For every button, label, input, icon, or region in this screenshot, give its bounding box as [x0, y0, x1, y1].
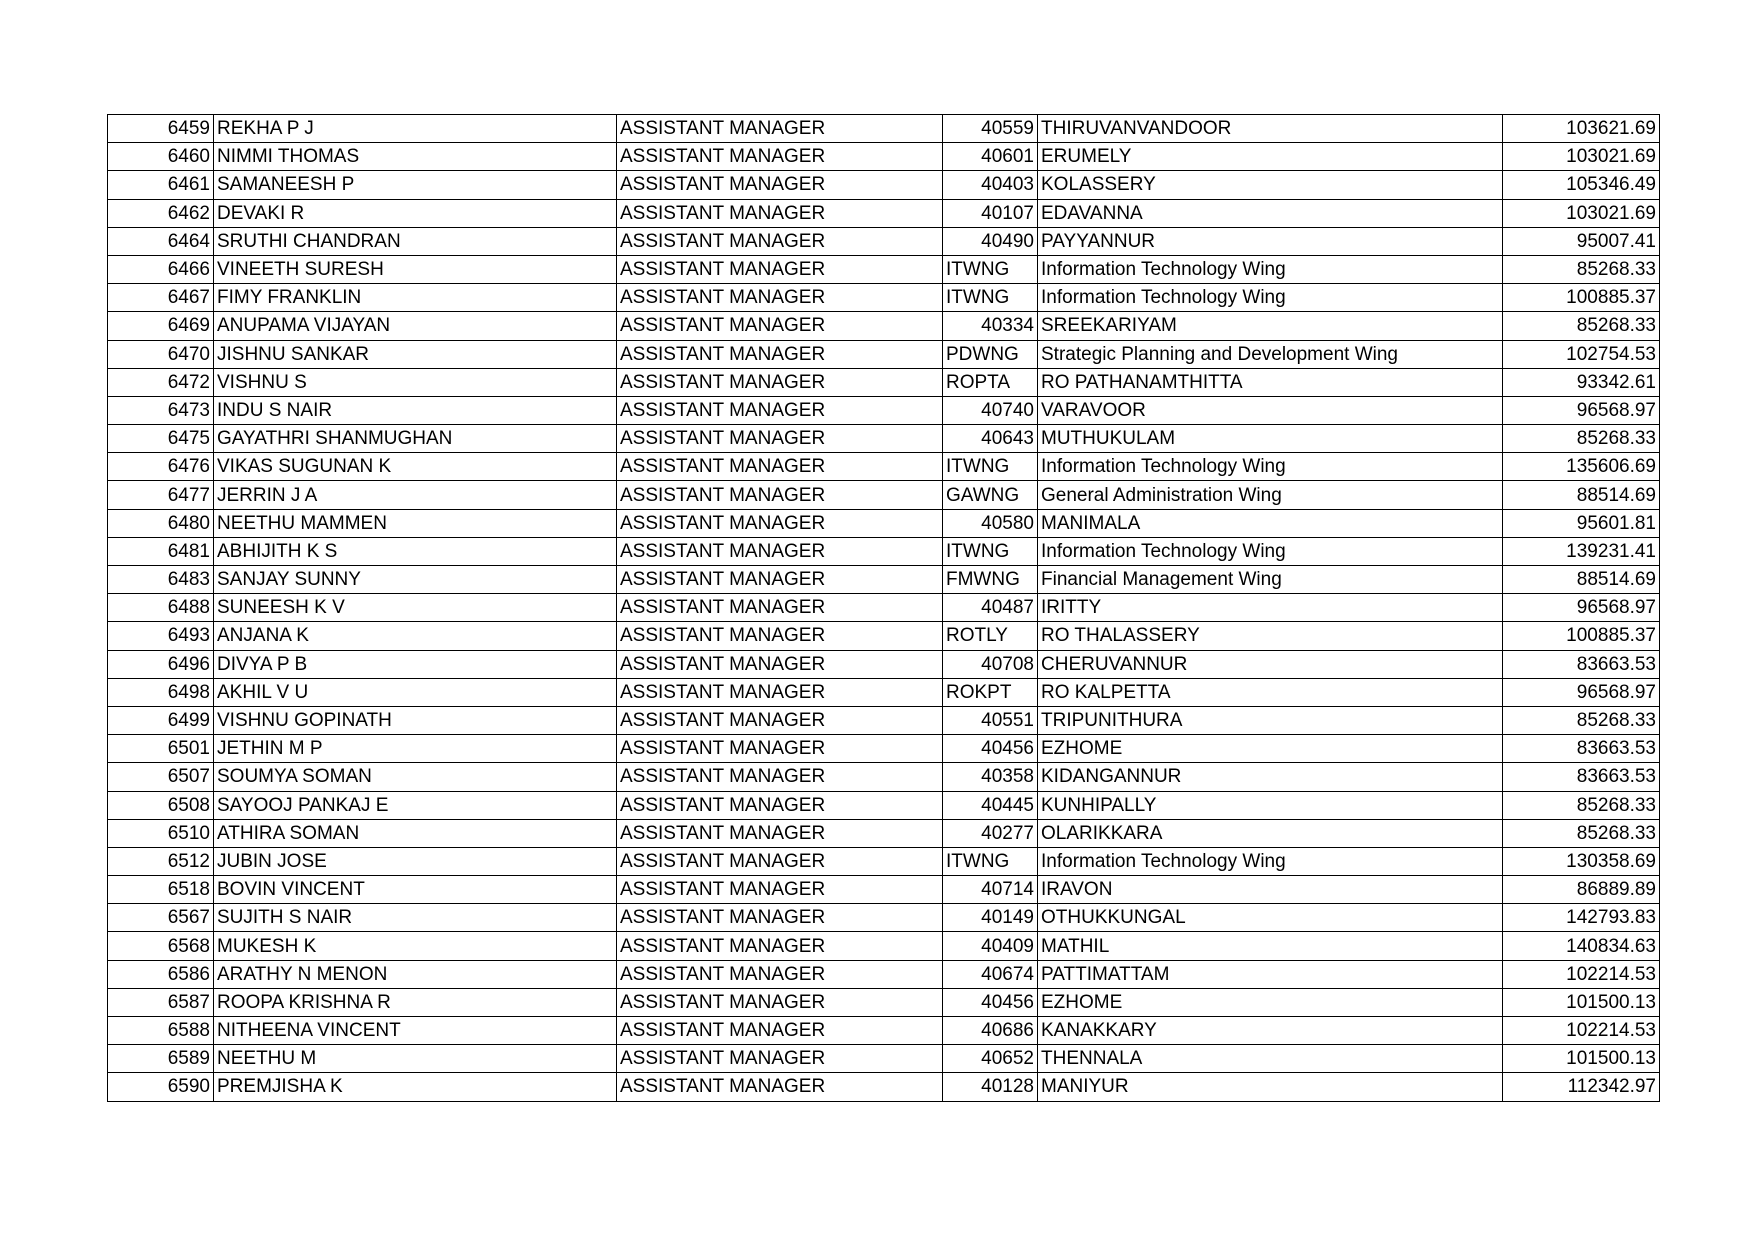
table-row — [108, 199, 1660, 227]
designation-cell: ASSISTANT MANAGER — [617, 1073, 943, 1101]
office-code-cell: 40652 — [943, 1045, 1038, 1073]
employee-name-cell: ROOPA KRISHNA R — [214, 988, 617, 1016]
employee-id-cell: 6480 — [108, 509, 214, 537]
employee-id-cell: 6518 — [108, 876, 214, 904]
employee-name-cell: DIVYA P B — [214, 650, 617, 678]
employee-name-cell: VINEETH SURESH — [214, 255, 617, 283]
amount-cell: 96568.97 — [1503, 396, 1660, 424]
employee-name-cell: NIMMI THOMAS — [214, 143, 617, 171]
table-row — [108, 791, 1660, 819]
office-code-cell: ROPTA — [943, 368, 1038, 396]
office-code-cell: 40490 — [943, 227, 1038, 255]
employee-id-cell: 6464 — [108, 227, 214, 255]
employee-name-cell: ARATHY N MENON — [214, 960, 617, 988]
employee-id-cell: 6587 — [108, 988, 214, 1016]
office-name-cell: PAYYANNUR — [1038, 227, 1503, 255]
office-name-cell: Information Technology Wing — [1038, 537, 1503, 565]
employee-id-cell: 6510 — [108, 819, 214, 847]
employee-id-cell: 6568 — [108, 932, 214, 960]
office-code-cell: FMWNG — [943, 566, 1038, 594]
table-row — [108, 425, 1660, 453]
table-row — [108, 763, 1660, 791]
table-row — [108, 115, 1660, 143]
employee-id-cell: 6483 — [108, 566, 214, 594]
amount-cell: 85268.33 — [1503, 255, 1660, 283]
amount-cell: 100885.37 — [1503, 284, 1660, 312]
employee-name-cell: ABHIJITH K S — [214, 537, 617, 565]
employee-id-cell: 6467 — [108, 284, 214, 312]
employee-name-cell: ANUPAMA VIJAYAN — [214, 312, 617, 340]
table-row — [108, 819, 1660, 847]
amount-cell: 93342.61 — [1503, 368, 1660, 396]
amount-cell: 103621.69 — [1503, 115, 1660, 143]
employee-id-cell: 6472 — [108, 368, 214, 396]
table-row — [108, 396, 1660, 424]
table-row — [108, 481, 1660, 509]
office-code-cell: GAWNG — [943, 481, 1038, 509]
designation-cell: ASSISTANT MANAGER — [617, 706, 943, 734]
employee-name-cell: JISHNU SANKAR — [214, 340, 617, 368]
designation-cell: ASSISTANT MANAGER — [617, 594, 943, 622]
office-code-cell: ROKPT — [943, 678, 1038, 706]
table-row — [108, 932, 1660, 960]
amount-cell: 102214.53 — [1503, 1017, 1660, 1045]
employee-name-cell: SUNEESH K V — [214, 594, 617, 622]
office-name-cell: EDAVANNA — [1038, 199, 1503, 227]
office-code-cell: 40445 — [943, 791, 1038, 819]
designation-cell: ASSISTANT MANAGER — [617, 847, 943, 875]
table-row — [108, 1073, 1660, 1101]
table-row — [108, 678, 1660, 706]
office-name-cell: EZHOME — [1038, 735, 1503, 763]
office-code-cell: 40601 — [943, 143, 1038, 171]
employee-id-cell: 6476 — [108, 453, 214, 481]
employee-name-cell: AKHIL V U — [214, 678, 617, 706]
amount-cell: 96568.97 — [1503, 678, 1660, 706]
employee-id-cell: 6473 — [108, 396, 214, 424]
office-name-cell: Information Technology Wing — [1038, 284, 1503, 312]
table-row — [108, 340, 1660, 368]
employee-name-cell: JETHIN M P — [214, 735, 617, 763]
employee-name-cell: SAYOOJ PANKAJ E — [214, 791, 617, 819]
office-code-cell: 40708 — [943, 650, 1038, 678]
employee-name-cell: VIKAS SUGUNAN K — [214, 453, 617, 481]
employee-name-cell: MUKESH K — [214, 932, 617, 960]
table-row — [108, 509, 1660, 537]
amount-cell: 130358.69 — [1503, 847, 1660, 875]
designation-cell: ASSISTANT MANAGER — [617, 143, 943, 171]
amount-cell: 85268.33 — [1503, 706, 1660, 734]
amount-cell: 88514.69 — [1503, 566, 1660, 594]
designation-cell: ASSISTANT MANAGER — [617, 678, 943, 706]
amount-cell: 140834.63 — [1503, 932, 1660, 960]
amount-cell: 112342.97 — [1503, 1073, 1660, 1101]
office-code-cell: 40128 — [943, 1073, 1038, 1101]
designation-cell: ASSISTANT MANAGER — [617, 537, 943, 565]
amount-cell: 135606.69 — [1503, 453, 1660, 481]
office-name-cell: MUTHUKULAM — [1038, 425, 1503, 453]
office-name-cell: IRAVON — [1038, 876, 1503, 904]
office-name-cell: EZHOME — [1038, 988, 1503, 1016]
amount-cell: 102754.53 — [1503, 340, 1660, 368]
office-code-cell: ITWNG — [943, 255, 1038, 283]
employee-id-cell: 6507 — [108, 763, 214, 791]
designation-cell: ASSISTANT MANAGER — [617, 284, 943, 312]
designation-cell: ASSISTANT MANAGER — [617, 622, 943, 650]
office-code-cell: ITWNG — [943, 284, 1038, 312]
office-name-cell: KANAKKARY — [1038, 1017, 1503, 1045]
table-row — [108, 171, 1660, 199]
office-name-cell: KOLASSERY — [1038, 171, 1503, 199]
employee-name-cell: NEETHU MAMMEN — [214, 509, 617, 537]
employee-id-cell: 6498 — [108, 678, 214, 706]
designation-cell: ASSISTANT MANAGER — [617, 509, 943, 537]
amount-cell: 85268.33 — [1503, 819, 1660, 847]
employee-id-cell: 6588 — [108, 1017, 214, 1045]
employee-id-cell: 6501 — [108, 735, 214, 763]
employee-id-cell: 6460 — [108, 143, 214, 171]
office-code-cell: ITWNG — [943, 453, 1038, 481]
office-code-cell: 40674 — [943, 960, 1038, 988]
employee-name-cell: PREMJISHA K — [214, 1073, 617, 1101]
employee-id-cell: 6459 — [108, 115, 214, 143]
amount-cell: 83663.53 — [1503, 650, 1660, 678]
table-row — [108, 143, 1660, 171]
table-row — [108, 847, 1660, 875]
office-code-cell: ROTLY — [943, 622, 1038, 650]
employee-id-cell: 6470 — [108, 340, 214, 368]
office-code-cell: 40714 — [943, 876, 1038, 904]
office-code-cell: 40487 — [943, 594, 1038, 622]
designation-cell: ASSISTANT MANAGER — [617, 227, 943, 255]
amount-cell: 105346.49 — [1503, 171, 1660, 199]
employee-id-cell: 6477 — [108, 481, 214, 509]
office-name-cell: Financial Management Wing — [1038, 566, 1503, 594]
office-code-cell: 40409 — [943, 932, 1038, 960]
office-name-cell: Information Technology Wing — [1038, 255, 1503, 283]
office-name-cell: RO THALASSERY — [1038, 622, 1503, 650]
amount-cell: 102214.53 — [1503, 960, 1660, 988]
designation-cell: ASSISTANT MANAGER — [617, 368, 943, 396]
table-row — [108, 312, 1660, 340]
amount-cell: 85268.33 — [1503, 791, 1660, 819]
designation-cell: ASSISTANT MANAGER — [617, 819, 943, 847]
office-code-cell: ITWNG — [943, 847, 1038, 875]
table-row — [108, 368, 1660, 396]
table-row — [108, 227, 1660, 255]
table-row — [108, 650, 1660, 678]
office-name-cell: CHERUVANNUR — [1038, 650, 1503, 678]
employee-id-cell: 6493 — [108, 622, 214, 650]
office-name-cell: MATHIL — [1038, 932, 1503, 960]
table-row — [108, 594, 1660, 622]
designation-cell: ASSISTANT MANAGER — [617, 481, 943, 509]
designation-cell: ASSISTANT MANAGER — [617, 650, 943, 678]
table-row — [108, 566, 1660, 594]
employee-name-cell: BOVIN VINCENT — [214, 876, 617, 904]
office-code-cell: ITWNG — [943, 537, 1038, 565]
employee-id-cell: 6481 — [108, 537, 214, 565]
employee-name-cell: JERRIN J A — [214, 481, 617, 509]
office-name-cell: PATTIMATTAM — [1038, 960, 1503, 988]
amount-cell: 83663.53 — [1503, 763, 1660, 791]
designation-cell: ASSISTANT MANAGER — [617, 255, 943, 283]
office-code-cell: 40403 — [943, 171, 1038, 199]
employee-name-cell: VISHNU S — [214, 368, 617, 396]
designation-cell: ASSISTANT MANAGER — [617, 960, 943, 988]
amount-cell: 86889.89 — [1503, 876, 1660, 904]
designation-cell: ASSISTANT MANAGER — [617, 904, 943, 932]
designation-cell: ASSISTANT MANAGER — [617, 876, 943, 904]
amount-cell: 139231.41 — [1503, 537, 1660, 565]
employee-name-cell: JUBIN JOSE — [214, 847, 617, 875]
office-name-cell: SREEKARIYAM — [1038, 312, 1503, 340]
employee-name-cell: VISHNU GOPINATH — [214, 706, 617, 734]
employee-id-cell: 6499 — [108, 706, 214, 734]
designation-cell: ASSISTANT MANAGER — [617, 932, 943, 960]
office-name-cell: Information Technology Wing — [1038, 847, 1503, 875]
employee-id-cell: 6466 — [108, 255, 214, 283]
office-code-cell: 40456 — [943, 735, 1038, 763]
designation-cell: ASSISTANT MANAGER — [617, 115, 943, 143]
amount-cell: 101500.13 — [1503, 1045, 1660, 1073]
table-row — [108, 1045, 1660, 1073]
employee-name-cell: INDU S NAIR — [214, 396, 617, 424]
employee-name-cell: ATHIRA SOMAN — [214, 819, 617, 847]
amount-cell: 142793.83 — [1503, 904, 1660, 932]
table-row — [108, 453, 1660, 481]
employee-name-cell: SAMANEESH P — [214, 171, 617, 199]
amount-cell: 101500.13 — [1503, 988, 1660, 1016]
employee-id-cell: 6590 — [108, 1073, 214, 1101]
office-name-cell: Strategic Planning and Development Wing — [1038, 340, 1503, 368]
employee-id-cell: 6461 — [108, 171, 214, 199]
table-row — [108, 735, 1660, 763]
office-code-cell: 40559 — [943, 115, 1038, 143]
table-row — [108, 255, 1660, 283]
designation-cell: ASSISTANT MANAGER — [617, 171, 943, 199]
employee-name-cell: REKHA P J — [214, 115, 617, 143]
office-name-cell: THIRUVANVANDOOR — [1038, 115, 1503, 143]
employee-id-cell: 6488 — [108, 594, 214, 622]
office-name-cell: MANIYUR — [1038, 1073, 1503, 1101]
employee-id-cell: 6586 — [108, 960, 214, 988]
designation-cell: ASSISTANT MANAGER — [617, 763, 943, 791]
designation-cell: ASSISTANT MANAGER — [617, 199, 943, 227]
employee-name-cell: SANJAY SUNNY — [214, 566, 617, 594]
employee-id-cell: 6496 — [108, 650, 214, 678]
office-name-cell: KIDANGANNUR — [1038, 763, 1503, 791]
amount-cell: 103021.69 — [1503, 199, 1660, 227]
table-row — [108, 1017, 1660, 1045]
employee-name-cell: SOUMYA SOMAN — [214, 763, 617, 791]
office-code-cell: 40358 — [943, 763, 1038, 791]
office-name-cell: IRITTY — [1038, 594, 1503, 622]
amount-cell: 95601.81 — [1503, 509, 1660, 537]
office-name-cell: VARAVOOR — [1038, 396, 1503, 424]
table-row — [108, 706, 1660, 734]
employee-name-cell: NITHEENA VINCENT — [214, 1017, 617, 1045]
employee-name-cell: DEVAKI R — [214, 199, 617, 227]
office-code-cell: 40277 — [943, 819, 1038, 847]
office-name-cell: KUNHIPALLY — [1038, 791, 1503, 819]
office-code-cell: 40107 — [943, 199, 1038, 227]
designation-cell: ASSISTANT MANAGER — [617, 396, 943, 424]
employee-name-cell: GAYATHRI SHANMUGHAN — [214, 425, 617, 453]
employee-name-cell: FIMY FRANKLIN — [214, 284, 617, 312]
office-code-cell: 40740 — [943, 396, 1038, 424]
designation-cell: ASSISTANT MANAGER — [617, 425, 943, 453]
designation-cell: ASSISTANT MANAGER — [617, 791, 943, 819]
amount-cell: 85268.33 — [1503, 312, 1660, 340]
office-name-cell: THENNALA — [1038, 1045, 1503, 1073]
amount-cell: 95007.41 — [1503, 227, 1660, 255]
office-name-cell: ERUMELY — [1038, 143, 1503, 171]
amount-cell: 100885.37 — [1503, 622, 1660, 650]
office-name-cell: General Administration Wing — [1038, 481, 1503, 509]
designation-cell: ASSISTANT MANAGER — [617, 1017, 943, 1045]
office-code-cell: 40580 — [943, 509, 1038, 537]
table-row — [108, 284, 1660, 312]
office-name-cell: TRIPUNITHURA — [1038, 706, 1503, 734]
employee-salary-table — [107, 114, 1660, 1102]
employee-name-cell: SUJITH S NAIR — [214, 904, 617, 932]
amount-cell: 96568.97 — [1503, 594, 1660, 622]
employee-name-cell: NEETHU M — [214, 1045, 617, 1073]
employee-name-cell: ANJANA K — [214, 622, 617, 650]
designation-cell: ASSISTANT MANAGER — [617, 988, 943, 1016]
amount-cell: 83663.53 — [1503, 735, 1660, 763]
table-row — [108, 876, 1660, 904]
designation-cell: ASSISTANT MANAGER — [617, 312, 943, 340]
table-row — [108, 622, 1660, 650]
table-row — [108, 537, 1660, 565]
employee-name-cell: SRUTHI CHANDRAN — [214, 227, 617, 255]
employee-id-cell: 6469 — [108, 312, 214, 340]
office-code-cell: 40334 — [943, 312, 1038, 340]
office-name-cell: OTHUKKUNGAL — [1038, 904, 1503, 932]
office-name-cell: RO KALPETTA — [1038, 678, 1503, 706]
employee-id-cell: 6475 — [108, 425, 214, 453]
office-code-cell: PDWNG — [943, 340, 1038, 368]
office-name-cell: Information Technology Wing — [1038, 453, 1503, 481]
employee-id-cell: 6589 — [108, 1045, 214, 1073]
office-code-cell: 40643 — [943, 425, 1038, 453]
office-name-cell: OLARIKKARA — [1038, 819, 1503, 847]
table-row — [108, 960, 1660, 988]
table-row — [108, 988, 1660, 1016]
amount-cell: 88514.69 — [1503, 481, 1660, 509]
designation-cell: ASSISTANT MANAGER — [617, 566, 943, 594]
table-row — [108, 904, 1660, 932]
employee-id-cell: 6508 — [108, 791, 214, 819]
office-code-cell: 40149 — [943, 904, 1038, 932]
designation-cell: ASSISTANT MANAGER — [617, 453, 943, 481]
office-code-cell: 40686 — [943, 1017, 1038, 1045]
designation-cell: ASSISTANT MANAGER — [617, 1045, 943, 1073]
office-name-cell: RO PATHANAMTHITTA — [1038, 368, 1503, 396]
employee-id-cell: 6462 — [108, 199, 214, 227]
office-code-cell: 40551 — [943, 706, 1038, 734]
table-body — [108, 115, 1660, 1102]
amount-cell: 103021.69 — [1503, 143, 1660, 171]
employee-id-cell: 6567 — [108, 904, 214, 932]
designation-cell: ASSISTANT MANAGER — [617, 735, 943, 763]
amount-cell: 85268.33 — [1503, 425, 1660, 453]
employee-id-cell: 6512 — [108, 847, 214, 875]
office-name-cell: MANIMALA — [1038, 509, 1503, 537]
designation-cell: ASSISTANT MANAGER — [617, 340, 943, 368]
office-code-cell: 40456 — [943, 988, 1038, 1016]
